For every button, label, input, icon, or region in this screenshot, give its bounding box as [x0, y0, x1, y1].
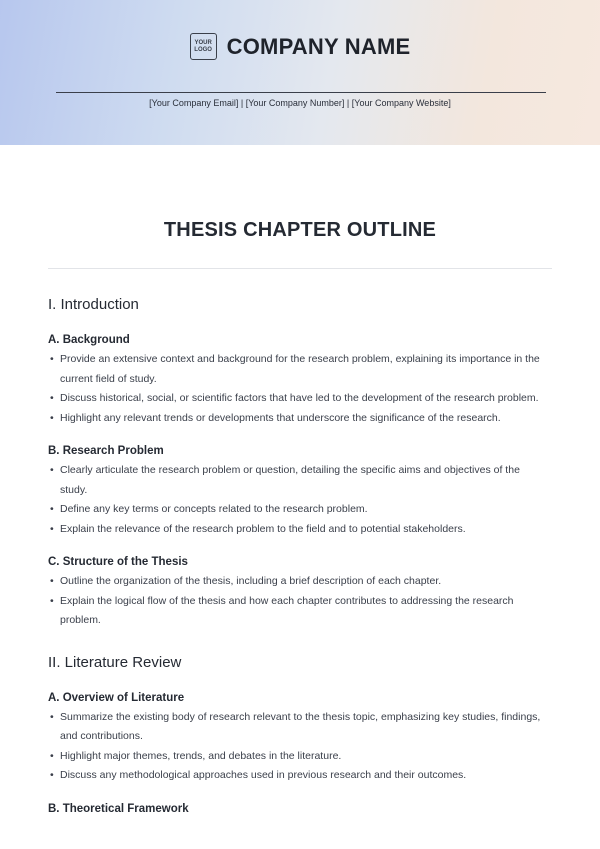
- subsection-title: C. Structure of the Thesis: [48, 556, 188, 568]
- bullet-list: [48, 572, 548, 631]
- list-item: • Provide an extensive context and background for the research problem, explaining its importance in the current field of study.: [48, 350, 548, 389]
- document-body: [48, 293, 548, 819]
- list-item: • Clearly articulate the research problem or question, detailing the specific aims and objectives of the study.: [48, 461, 548, 500]
- list-item: • Summarize the existing body of research relevant to the thesis topic, emphasizing key studies, findings, and contributions.: [48, 708, 548, 747]
- logo-line-2: LOGO: [194, 46, 212, 53]
- logo-line-1: YOUR: [194, 39, 212, 46]
- section-title: I. Introduction: [48, 296, 139, 313]
- company-contact: [Your Company Email] | [Your Company Number] | [Your Company Website]: [149, 98, 451, 108]
- list-item: • Highlight major themes, trends, and debates in the literature.: [48, 747, 548, 767]
- list-item: • Discuss historical, social, or scientific factors that have led to the development of the research problem.: [48, 389, 548, 409]
- list-item: • Explain the logical flow of the thesis and how each chapter contributes to addressing the research problem.: [48, 592, 548, 631]
- subsection-title: B. Theoretical Framework: [48, 802, 189, 815]
- header-banner: [0, 0, 600, 145]
- list-item: • Define any key terms or concepts related to the research problem.: [48, 500, 548, 520]
- bullet-list: [48, 461, 548, 539]
- list-item: • Discuss any methodological approaches used in previous research and their outcomes.: [48, 766, 548, 786]
- document-title: THESIS CHAPTER OUTLINE: [163, 219, 437, 241]
- list-item: • Outline the organization of the thesis, including a brief description of each chapter.: [48, 572, 548, 592]
- brand: [0, 33, 600, 60]
- company-name: COMPANY NAME: [226, 33, 411, 59]
- subsection-title: B. Research Problem: [48, 445, 164, 457]
- subsection-title: A. Background: [48, 334, 130, 346]
- bullet-list: [48, 708, 548, 786]
- list-item: • Explain the relevance of the research problem to the field and to potential stakeholders.: [48, 520, 548, 540]
- list-item: • Highlight any relevant trends or developments that underscore the significance of the research.: [48, 409, 548, 429]
- company-logo: [190, 33, 217, 60]
- title-divider: [48, 268, 552, 269]
- section-title: II. Literature Review: [48, 653, 182, 671]
- bullet-list: [48, 350, 548, 428]
- header-divider: [56, 92, 546, 93]
- subsection-title: A. Overview of Literature: [48, 691, 185, 704]
